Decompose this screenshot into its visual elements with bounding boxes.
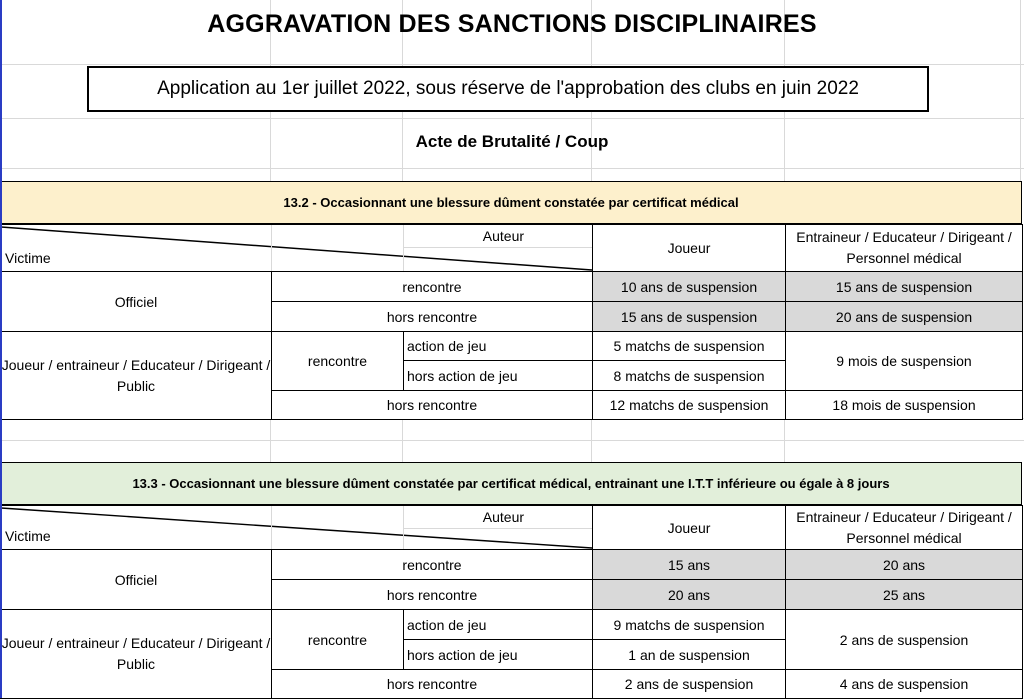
gridline: [271, 506, 272, 549]
other-victims-label: Joueur / entraineur / Educateur / Dirigeant / Public: [1, 332, 272, 420]
gridline: [402, 418, 403, 462]
sanction-cell: 9 matchs de suspension: [593, 610, 786, 640]
auteur-label: Auteur: [482, 228, 525, 244]
sanction-cell: 20 ans: [593, 580, 786, 610]
action-de-jeu-label: action de jeu: [404, 610, 593, 640]
other-victims-label: Joueur / entraineur / Educateur / Dirigeant / Public: [1, 610, 272, 699]
gridline: [0, 64, 1024, 65]
gridline: [784, 418, 785, 462]
subtitle-text: Application au 1er juillet 2022, sous réserve de l'approbation des clubs en juin 2022: [157, 78, 859, 99]
officiel-label: Officiel: [1, 550, 272, 610]
staff-header: Entraineur / Educateur / Dirigeant / Personnel médical: [786, 225, 1023, 272]
sanction-cell: 20 ans: [786, 550, 1023, 580]
victime-label: Victime: [5, 250, 51, 266]
hors-action-de-jeu-label: hors action de jeu: [404, 361, 593, 391]
rencontre-label: rencontre: [272, 610, 404, 670]
sanction-cell: 20 ans de suspension: [786, 302, 1023, 332]
hors-rencontre-label: hors rencontre: [272, 391, 593, 420]
table-row: [1, 610, 1023, 640]
rencontre-label: rencontre: [272, 272, 593, 302]
table-row: [1, 332, 1023, 361]
gridline: [591, 418, 592, 462]
joueur-header: Joueur: [593, 225, 786, 272]
auteur-label: Auteur: [482, 509, 525, 525]
gridline: [403, 247, 592, 248]
sanction-cell: 25 ans: [786, 580, 1023, 610]
table-row: [1, 550, 1023, 580]
joueur-header: Joueur: [593, 506, 786, 550]
subtitle-box: [87, 66, 929, 112]
gridline: [0, 440, 1024, 441]
gridline: [0, 168, 1024, 169]
sanction-cell: 18 mois de suspension: [786, 391, 1023, 420]
hors-action-de-jeu-label: hors action de jeu: [404, 640, 593, 670]
sanction-cell: 4 ans de suspension: [786, 670, 1023, 699]
sanction-cell: 12 matchs de suspension: [593, 391, 786, 420]
sanctions-table-13-3: [0, 505, 1023, 699]
sanction-cell: 1 an de suspension: [593, 640, 786, 670]
gridline: [270, 418, 271, 462]
hors-rencontre-label: hors rencontre: [272, 302, 593, 332]
diagonal-header-cell: [1, 225, 593, 272]
sanction-cell: 2 ans de suspension: [786, 610, 1023, 670]
staff-header: Entraineur / Educateur / Dirigeant / Personnel médical: [786, 506, 1023, 550]
sanction-cell: 15 ans: [593, 550, 786, 580]
section-13-2-heading: 13.2 - Occasionnant une blessure dûment constatée par certificat médical: [283, 195, 739, 210]
gridline: [271, 225, 272, 271]
sanction-cell: 5 matchs de suspension: [593, 332, 786, 361]
sanction-cell: 15 ans de suspension: [593, 302, 786, 332]
gridline: [403, 528, 592, 529]
table-header-row: [1, 506, 1023, 550]
table-row: [1, 272, 1023, 302]
section-heading: Acte de Brutalité / Coup: [415, 132, 609, 151]
gridline: [403, 225, 404, 271]
section-13-3-band: [0, 462, 1022, 505]
diagonal-header-cell: [1, 506, 593, 550]
table-header-row: [1, 225, 1023, 272]
sanctions-table-13-2: [0, 224, 1023, 420]
sanction-cell: 9 mois de suspension: [786, 332, 1023, 391]
section-13-2-band: [0, 181, 1022, 224]
hors-rencontre-label: hors rencontre: [272, 580, 593, 610]
sanction-cell: 15 ans de suspension: [786, 272, 1023, 302]
rencontre-label: rencontre: [272, 332, 404, 391]
sanction-cell: 10 ans de suspension: [593, 272, 786, 302]
sanction-cell: 8 matchs de suspension: [593, 361, 786, 391]
rencontre-label: rencontre: [272, 550, 593, 580]
sanction-cell: 2 ans de suspension: [593, 670, 786, 699]
page-title: AGGRAVATION DES SANCTIONS DISCIPLINAIRES: [207, 10, 817, 38]
action-de-jeu-label: action de jeu: [404, 332, 593, 361]
hors-rencontre-label: hors rencontre: [272, 670, 593, 699]
gridline: [0, 118, 1024, 119]
window-frame-edge: [0, 0, 2, 698]
section-13-3-heading: 13.3 - Occasionnant une blessure dûment constatée par certificat médical, entrainant une I.T.T inférieure ou égale à 8 jours: [132, 476, 890, 491]
officiel-label: Officiel: [1, 272, 272, 332]
victime-label: Victime: [5, 528, 51, 544]
